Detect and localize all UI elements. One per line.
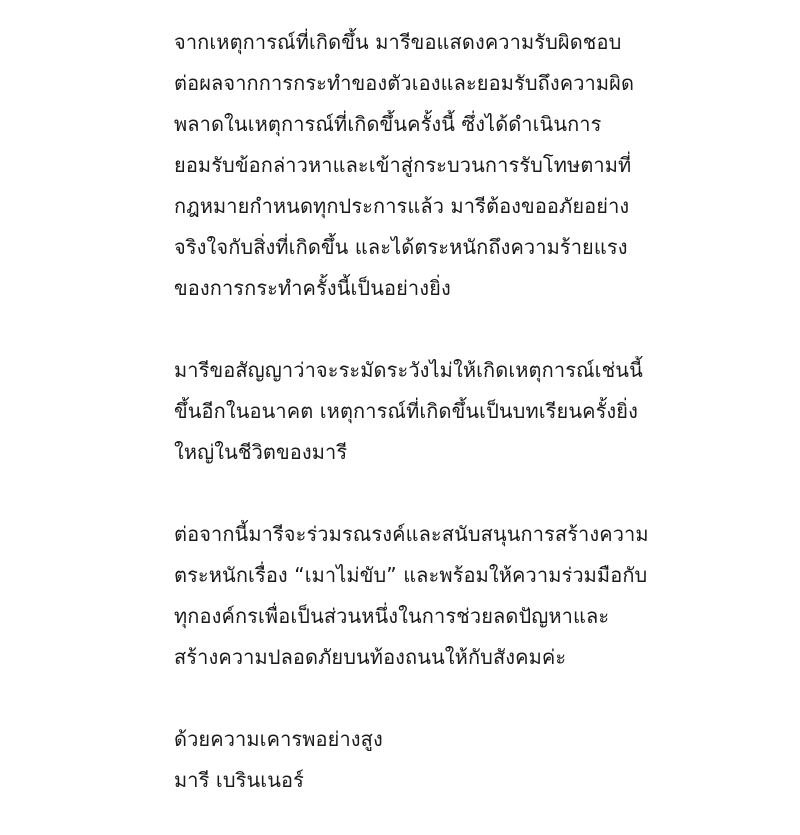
text-line: จากเหตุการณ์ที่เกิดขึ้น มารีขอแสดงความรับผิดชอบ bbox=[174, 30, 622, 54]
paragraph-campaign bbox=[174, 514, 774, 678]
text-line: พลาดในเหตุการณ์ที่เกิดขึ้นครั้งนี้ ซึ่งได้ดำเนินการ bbox=[174, 112, 602, 136]
text-line: ขึ้นอีกในอนาคต เหตุการณ์ที่เกิดขึ้นเป็นบทเรียนครั้งยิ่ง bbox=[174, 399, 638, 423]
closing-regards: ด้วยความเคารพอย่างสูง bbox=[174, 727, 383, 751]
apology-statement bbox=[174, 22, 774, 801]
text-line: ยอมรับข้อกล่าวหาและเข้าสู่กระบวนการรับโทษตามที่ bbox=[174, 153, 632, 177]
text-line: ต่อจากนี้มารีจะร่วมรณรงค์และสนับสนุนการสร้างความ bbox=[174, 522, 649, 546]
text-line: สร้างความปลอดภัยบนท้องถนนให้กับสังคมค่ะ bbox=[174, 645, 567, 669]
closing-block bbox=[174, 719, 774, 801]
paragraph-apology bbox=[174, 22, 774, 309]
text-line: มารีขอสัญญาว่าจะระมัดระวังไม่ให้เกิดเหตุการณ์เช่นนี้ bbox=[174, 358, 643, 382]
text-line: ต่อผลจากการกระทำของตัวเองและยอมรับถึงความผิด bbox=[174, 71, 635, 95]
signature: มารี เบรินเนอร์ bbox=[174, 768, 304, 792]
text-line: ตระหนักเรื่อง “เมาไม่ขับ” และพร้อมให้ความร่วมมือกับ bbox=[174, 563, 648, 587]
text-line: จริงใจกับสิ่งที่เกิดขึ้น และได้ตระหนักถึงความร้ายแรง bbox=[174, 235, 628, 259]
text-line: ของการกระทำครั้งนี้เป็นอย่างยิ่ง bbox=[174, 276, 451, 300]
text-line: ทุกองค์กรเพื่อเป็นส่วนหนึ่งในการช่วยลดปัญหาและ bbox=[174, 604, 610, 628]
text-line: กฎหมายกำหนดทุกประการแล้ว มารีต้องขออภัยอย่าง bbox=[174, 194, 630, 218]
paragraph-promise bbox=[174, 350, 774, 473]
text-line: ใหญ่ในชีวิตของมารี bbox=[174, 440, 348, 464]
